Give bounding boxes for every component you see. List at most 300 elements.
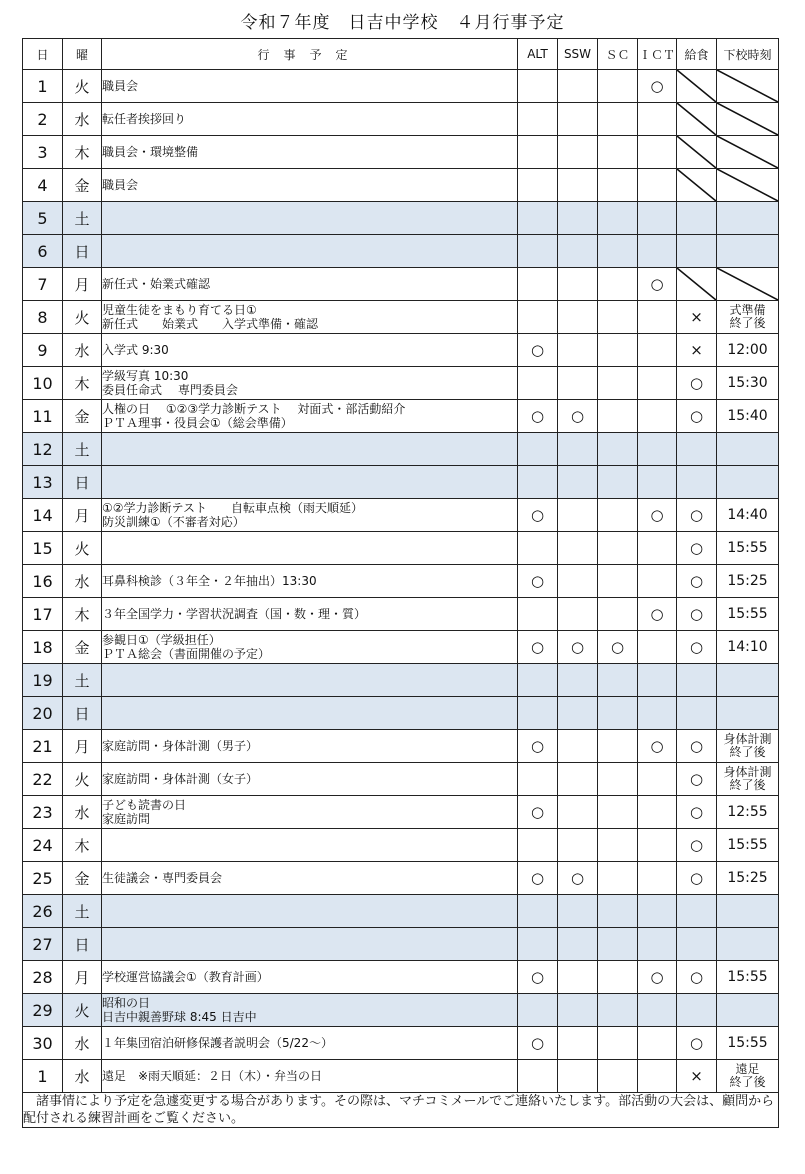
footer-note: 諸事情により予定を急遽変更する場合があります。その際は、マチコミメールでご連絡いたします。部活動の大会は、顧問から配付される練習計画をご覧ください。 [23,1093,779,1128]
alt-cell [518,103,558,136]
ssw-cell [558,202,598,235]
alt-cell [518,235,558,268]
event-cell [102,466,518,499]
weekday-cell: 火 [63,301,102,334]
dismissal-line-2: 終了後 [729,1075,766,1089]
event-line-1: 職員会 [102,178,139,192]
schedule-row [23,994,779,1027]
event-cell [102,532,518,565]
day-cell: 15 [23,532,63,565]
ict-cell [638,631,677,664]
schedule-row [23,664,779,697]
lunch-cell: ○ [677,400,717,433]
weekday-cell: 金 [63,631,102,664]
schedule-row [23,466,779,499]
dismissal-cell [717,829,779,862]
ssw-cell [558,532,598,565]
header-ssw: SSW [558,39,598,70]
diagonal-slash-icon [677,169,716,201]
lunch-cell [677,994,717,1027]
event-line-1: 家庭訪問・身体計測（男子） [102,739,259,753]
day-cell: 10 [23,367,63,400]
weekday-cell: 水 [63,1027,102,1060]
day-cell: 4 [23,169,63,202]
alt-cell: ○ [518,565,558,598]
lunch-cell [677,235,717,268]
dismissal-line-2: 終了後 [729,316,766,330]
schedule-row [23,202,779,235]
ssw-cell: ○ [558,400,598,433]
event-cell [102,796,518,829]
event-line-1: 遠足 ※雨天順延：２日（木）・弁当の日 [102,1069,323,1083]
dismissal-line-1: 15:25 [727,869,768,886]
dismissal-line-1: 12:00 [727,341,768,358]
sc-cell [598,334,638,367]
dismissal-cell [717,202,779,235]
sc-cell [598,928,638,961]
weekday-cell: 日 [63,466,102,499]
dismissal-cell [717,598,779,631]
weekday-cell: 金 [63,169,102,202]
ssw-cell [558,697,598,730]
lunch-cell [677,664,717,697]
ict-cell [638,136,677,169]
ssw-cell [558,664,598,697]
day-cell: 27 [23,928,63,961]
dismissal-line-1: 12:55 [727,803,768,820]
ict-cell [638,565,677,598]
day-cell: 16 [23,565,63,598]
event-cell [102,1060,518,1093]
event-line-1: 人権の日 ①②③学力診断テスト 対面式・部活動紹介 [102,402,406,416]
event-cell [102,565,518,598]
header-alt: ALT [518,39,558,70]
alt-cell [518,598,558,631]
lunch-cell [677,895,717,928]
alt-cell: ○ [518,862,558,895]
weekday-cell: 月 [63,730,102,763]
ict-cell: ○ [638,730,677,763]
ict-cell [638,796,677,829]
ict-cell [638,400,677,433]
sc-cell [598,433,638,466]
ict-cell [638,532,677,565]
ssw-cell [558,961,598,994]
diagonal-slash-icon [717,136,778,168]
weekday-cell: 水 [63,334,102,367]
alt-cell [518,136,558,169]
diagonal-slash-icon [717,268,778,300]
weekday-cell: 土 [63,433,102,466]
weekday-cell: 月 [63,961,102,994]
ict-cell [638,202,677,235]
ict-cell [638,994,677,1027]
day-cell: 14 [23,499,63,532]
dismissal-cell [717,664,779,697]
event-line-2: 新任式 始業式 入学式準備・確認 [102,317,319,331]
dismissal-line-1: 15:55 [727,605,768,622]
ssw-cell [558,1027,598,1060]
ict-cell: ○ [638,598,677,631]
lunch-cell: ○ [677,499,717,532]
event-line-1: 転任者挨拶回り [102,112,187,126]
ssw-cell [558,136,598,169]
schedule-row [23,829,779,862]
weekday-cell: 水 [63,796,102,829]
sc-cell [598,70,638,103]
ssw-cell [558,928,598,961]
day-cell: 18 [23,631,63,664]
alt-cell [518,70,558,103]
ict-cell: ○ [638,70,677,103]
alt-cell: ○ [518,400,558,433]
alt-cell [518,895,558,928]
weekday-cell: 水 [63,1060,102,1093]
weekday-cell: 日 [63,235,102,268]
event-cell [102,1027,518,1060]
lunch-cell: × [677,1060,717,1093]
schedule-row [23,169,779,202]
event-line-1: 家庭訪問・身体計測（女子） [102,772,259,786]
sc-cell [598,697,638,730]
event-cell [102,763,518,796]
sc-cell [598,565,638,598]
day-cell: 12 [23,433,63,466]
sc-cell [598,1027,638,1060]
ict-cell [638,433,677,466]
ssw-cell [558,235,598,268]
schedule-row [23,961,779,994]
sc-cell [598,598,638,631]
event-line-1: 入学式 9:30 [102,343,169,357]
weekday-cell: 木 [63,829,102,862]
dismissal-cell [717,763,779,796]
ssw-cell [558,763,598,796]
dismissal-line-2: 終了後 [729,778,766,792]
dismissal-cell [717,697,779,730]
schedule-row [23,928,779,961]
event-cell [102,994,518,1027]
schedule-row [23,1060,779,1093]
day-cell: 25 [23,862,63,895]
ssw-cell [558,829,598,862]
alt-cell: ○ [518,796,558,829]
ict-cell: ○ [638,268,677,301]
dismissal-cell [717,169,779,202]
dismissal-cell [717,895,779,928]
dismissal-cell [717,136,779,169]
day-cell: 9 [23,334,63,367]
event-line-1: 生徒議会・専門委員会 [102,871,223,885]
schedule-row [23,598,779,631]
event-line-1: 学校運営協議会①（教育計画） [102,970,269,984]
day-cell: 3 [23,136,63,169]
ict-cell [638,103,677,136]
event-cell [102,301,518,334]
lunch-cell: ○ [677,631,717,664]
event-line-1: 参観日①（学級担任） [102,633,221,647]
schedule-row [23,433,779,466]
lunch-cell: ○ [677,532,717,565]
lunch-cell: ○ [677,862,717,895]
dismissal-cell [717,466,779,499]
ssw-cell [558,169,598,202]
event-line-1: 子ども読書の日 [102,798,187,812]
event-cell [102,169,518,202]
dismissal-cell [717,1060,779,1093]
alt-cell [518,433,558,466]
ssw-cell [558,730,598,763]
lunch-cell [677,136,717,169]
event-cell [102,400,518,433]
alt-cell: ○ [518,730,558,763]
lunch-cell [677,268,717,301]
sc-cell [598,136,638,169]
event-cell [102,433,518,466]
ssw-cell: ○ [558,862,598,895]
event-cell [102,367,518,400]
ssw-cell [558,103,598,136]
alt-cell [518,466,558,499]
lunch-cell: × [677,334,717,367]
weekday-cell: 木 [63,367,102,400]
ict-cell [638,763,677,796]
schedule-row [23,1027,779,1060]
event-cell [102,697,518,730]
weekday-cell: 火 [63,532,102,565]
ict-cell [638,301,677,334]
ssw-cell [558,895,598,928]
event-cell [102,70,518,103]
sc-cell: ○ [598,631,638,664]
event-line-1: ①②学力診断テスト 自転車点検（雨天順延） [102,501,364,515]
event-line-1: 新任式・始業式確認 [102,277,211,291]
dismissal-line-1: 15:30 [727,374,768,391]
dismissal-cell [717,334,779,367]
alt-cell [518,202,558,235]
day-cell: 26 [23,895,63,928]
weekday-cell: 火 [63,70,102,103]
alt-cell: ○ [518,631,558,664]
header-row [23,39,779,70]
ssw-cell [558,268,598,301]
dismissal-line-1: 式準備 [729,303,766,317]
event-cell [102,202,518,235]
event-cell [102,268,518,301]
dismissal-cell [717,235,779,268]
weekday-cell: 月 [63,499,102,532]
schedule-row [23,499,779,532]
dismissal-line-1: 15:55 [727,539,768,556]
event-line-2: 委員任命式 専門委員会 [102,383,238,397]
day-cell: 6 [23,235,63,268]
lunch-cell: ○ [677,730,717,763]
lunch-cell: ○ [677,598,717,631]
weekday-cell: 金 [63,862,102,895]
day-cell: 8 [23,301,63,334]
alt-cell [518,1060,558,1093]
dismissal-line-2: 終了後 [729,745,766,759]
sc-cell [598,961,638,994]
day-cell: 2 [23,103,63,136]
diagonal-slash-icon [717,70,778,102]
lunch-cell: ○ [677,565,717,598]
alt-cell [518,169,558,202]
alt-cell: ○ [518,961,558,994]
sc-cell [598,862,638,895]
event-line-2: 日吉中親善野球 8:45 日吉中 [102,1010,257,1024]
sc-cell [598,1060,638,1093]
ict-cell [638,862,677,895]
event-cell [102,334,518,367]
event-line-2: 防災訓練①（不審者対応） [102,515,245,529]
lunch-cell [677,70,717,103]
schedule-row [23,565,779,598]
ict-cell [638,664,677,697]
sc-cell [598,730,638,763]
alt-cell [518,994,558,1027]
lunch-cell: ○ [677,763,717,796]
ssw-cell [558,466,598,499]
diagonal-slash-icon [717,103,778,135]
ict-cell: ○ [638,499,677,532]
day-cell: 23 [23,796,63,829]
event-cell [102,598,518,631]
schedule-row [23,796,779,829]
schedule-row [23,730,779,763]
schedule-row [23,895,779,928]
ict-cell [638,466,677,499]
ict-cell [638,334,677,367]
event-line-1: 職員会 [102,79,139,93]
weekday-cell: 木 [63,598,102,631]
header-dismissal: 下校時刻 [717,39,779,70]
dismissal-cell [717,103,779,136]
dismissal-line-1: 15:25 [727,572,768,589]
dismissal-cell [717,730,779,763]
diagonal-slash-icon [717,169,778,201]
diagonal-slash-icon [677,70,716,102]
ssw-cell [558,70,598,103]
ict-cell [638,367,677,400]
weekday-cell: 日 [63,697,102,730]
dismissal-line-1: 14:40 [727,506,768,523]
lunch-cell [677,103,717,136]
dismissal-cell [717,70,779,103]
lunch-cell: ○ [677,961,717,994]
weekday-cell: 火 [63,763,102,796]
dismissal-cell [717,301,779,334]
alt-cell [518,532,558,565]
dismissal-line-1: 14:10 [727,638,768,655]
schedule-row [23,631,779,664]
lunch-cell: ○ [677,367,717,400]
sc-cell [598,994,638,1027]
lunch-cell [677,466,717,499]
dismissal-line-1: 身体計測 [723,765,772,779]
alt-cell [518,367,558,400]
lunch-cell [677,169,717,202]
dismissal-cell [717,1027,779,1060]
schedule-row [23,136,779,169]
weekday-cell: 日 [63,928,102,961]
event-line-1: 児童生徒をまもり育てる日① [102,303,257,317]
ssw-cell [558,994,598,1027]
event-line-1: 耳鼻科検診（３年全・２年抽出）13:30 [102,574,317,588]
lunch-cell [677,433,717,466]
alt-cell [518,763,558,796]
diagonal-slash-icon [677,103,716,135]
event-line-1: ３年全国学力・学習状況調査（国・数・理・質） [102,607,367,621]
event-cell [102,730,518,763]
diagonal-slash-icon [677,268,716,300]
sc-cell [598,202,638,235]
ict-cell [638,895,677,928]
alt-cell [518,301,558,334]
day-cell: 5 [23,202,63,235]
dismissal-line-1: 15:55 [727,1034,768,1051]
dismissal-cell [717,499,779,532]
header-lunch: 給食 [677,39,717,70]
header-event: 行事予定 [102,39,518,70]
dismissal-cell [717,400,779,433]
weekday-cell: 月 [63,268,102,301]
day-cell: 1 [23,70,63,103]
weekday-cell: 水 [63,103,102,136]
dismissal-cell [717,631,779,664]
schedule-row [23,235,779,268]
ict-cell [638,928,677,961]
day-cell: 11 [23,400,63,433]
sc-cell [598,796,638,829]
day-cell: 1 [23,1060,63,1093]
dismissal-cell [717,994,779,1027]
event-line-1: 昭和の日 [102,996,151,1010]
lunch-cell [677,928,717,961]
event-cell [102,895,518,928]
page-title: 令和７年度 日吉中学校 ４月行事予定 [240,13,565,33]
ssw-cell: ○ [558,631,598,664]
lunch-cell: × [677,301,717,334]
day-cell: 7 [23,268,63,301]
day-cell: 24 [23,829,63,862]
dismissal-line-1: 身体計測 [723,732,772,746]
sc-cell [598,268,638,301]
event-cell [102,235,518,268]
ict-cell [638,169,677,202]
day-cell: 22 [23,763,63,796]
alt-cell [518,928,558,961]
alt-cell [518,664,558,697]
event-cell [102,961,518,994]
dismissal-cell [717,565,779,598]
sc-cell [598,829,638,862]
event-line-2: 家庭訪問 [102,812,151,826]
diagonal-slash-icon [677,136,716,168]
dismissal-cell [717,367,779,400]
sc-cell [598,466,638,499]
sc-cell [598,895,638,928]
event-cell [102,631,518,664]
ssw-cell [558,334,598,367]
ssw-cell [558,598,598,631]
dismissal-cell [717,532,779,565]
dismissal-cell [717,862,779,895]
alt-cell [518,697,558,730]
ict-cell: ○ [638,961,677,994]
lunch-cell [677,697,717,730]
sc-cell [598,367,638,400]
